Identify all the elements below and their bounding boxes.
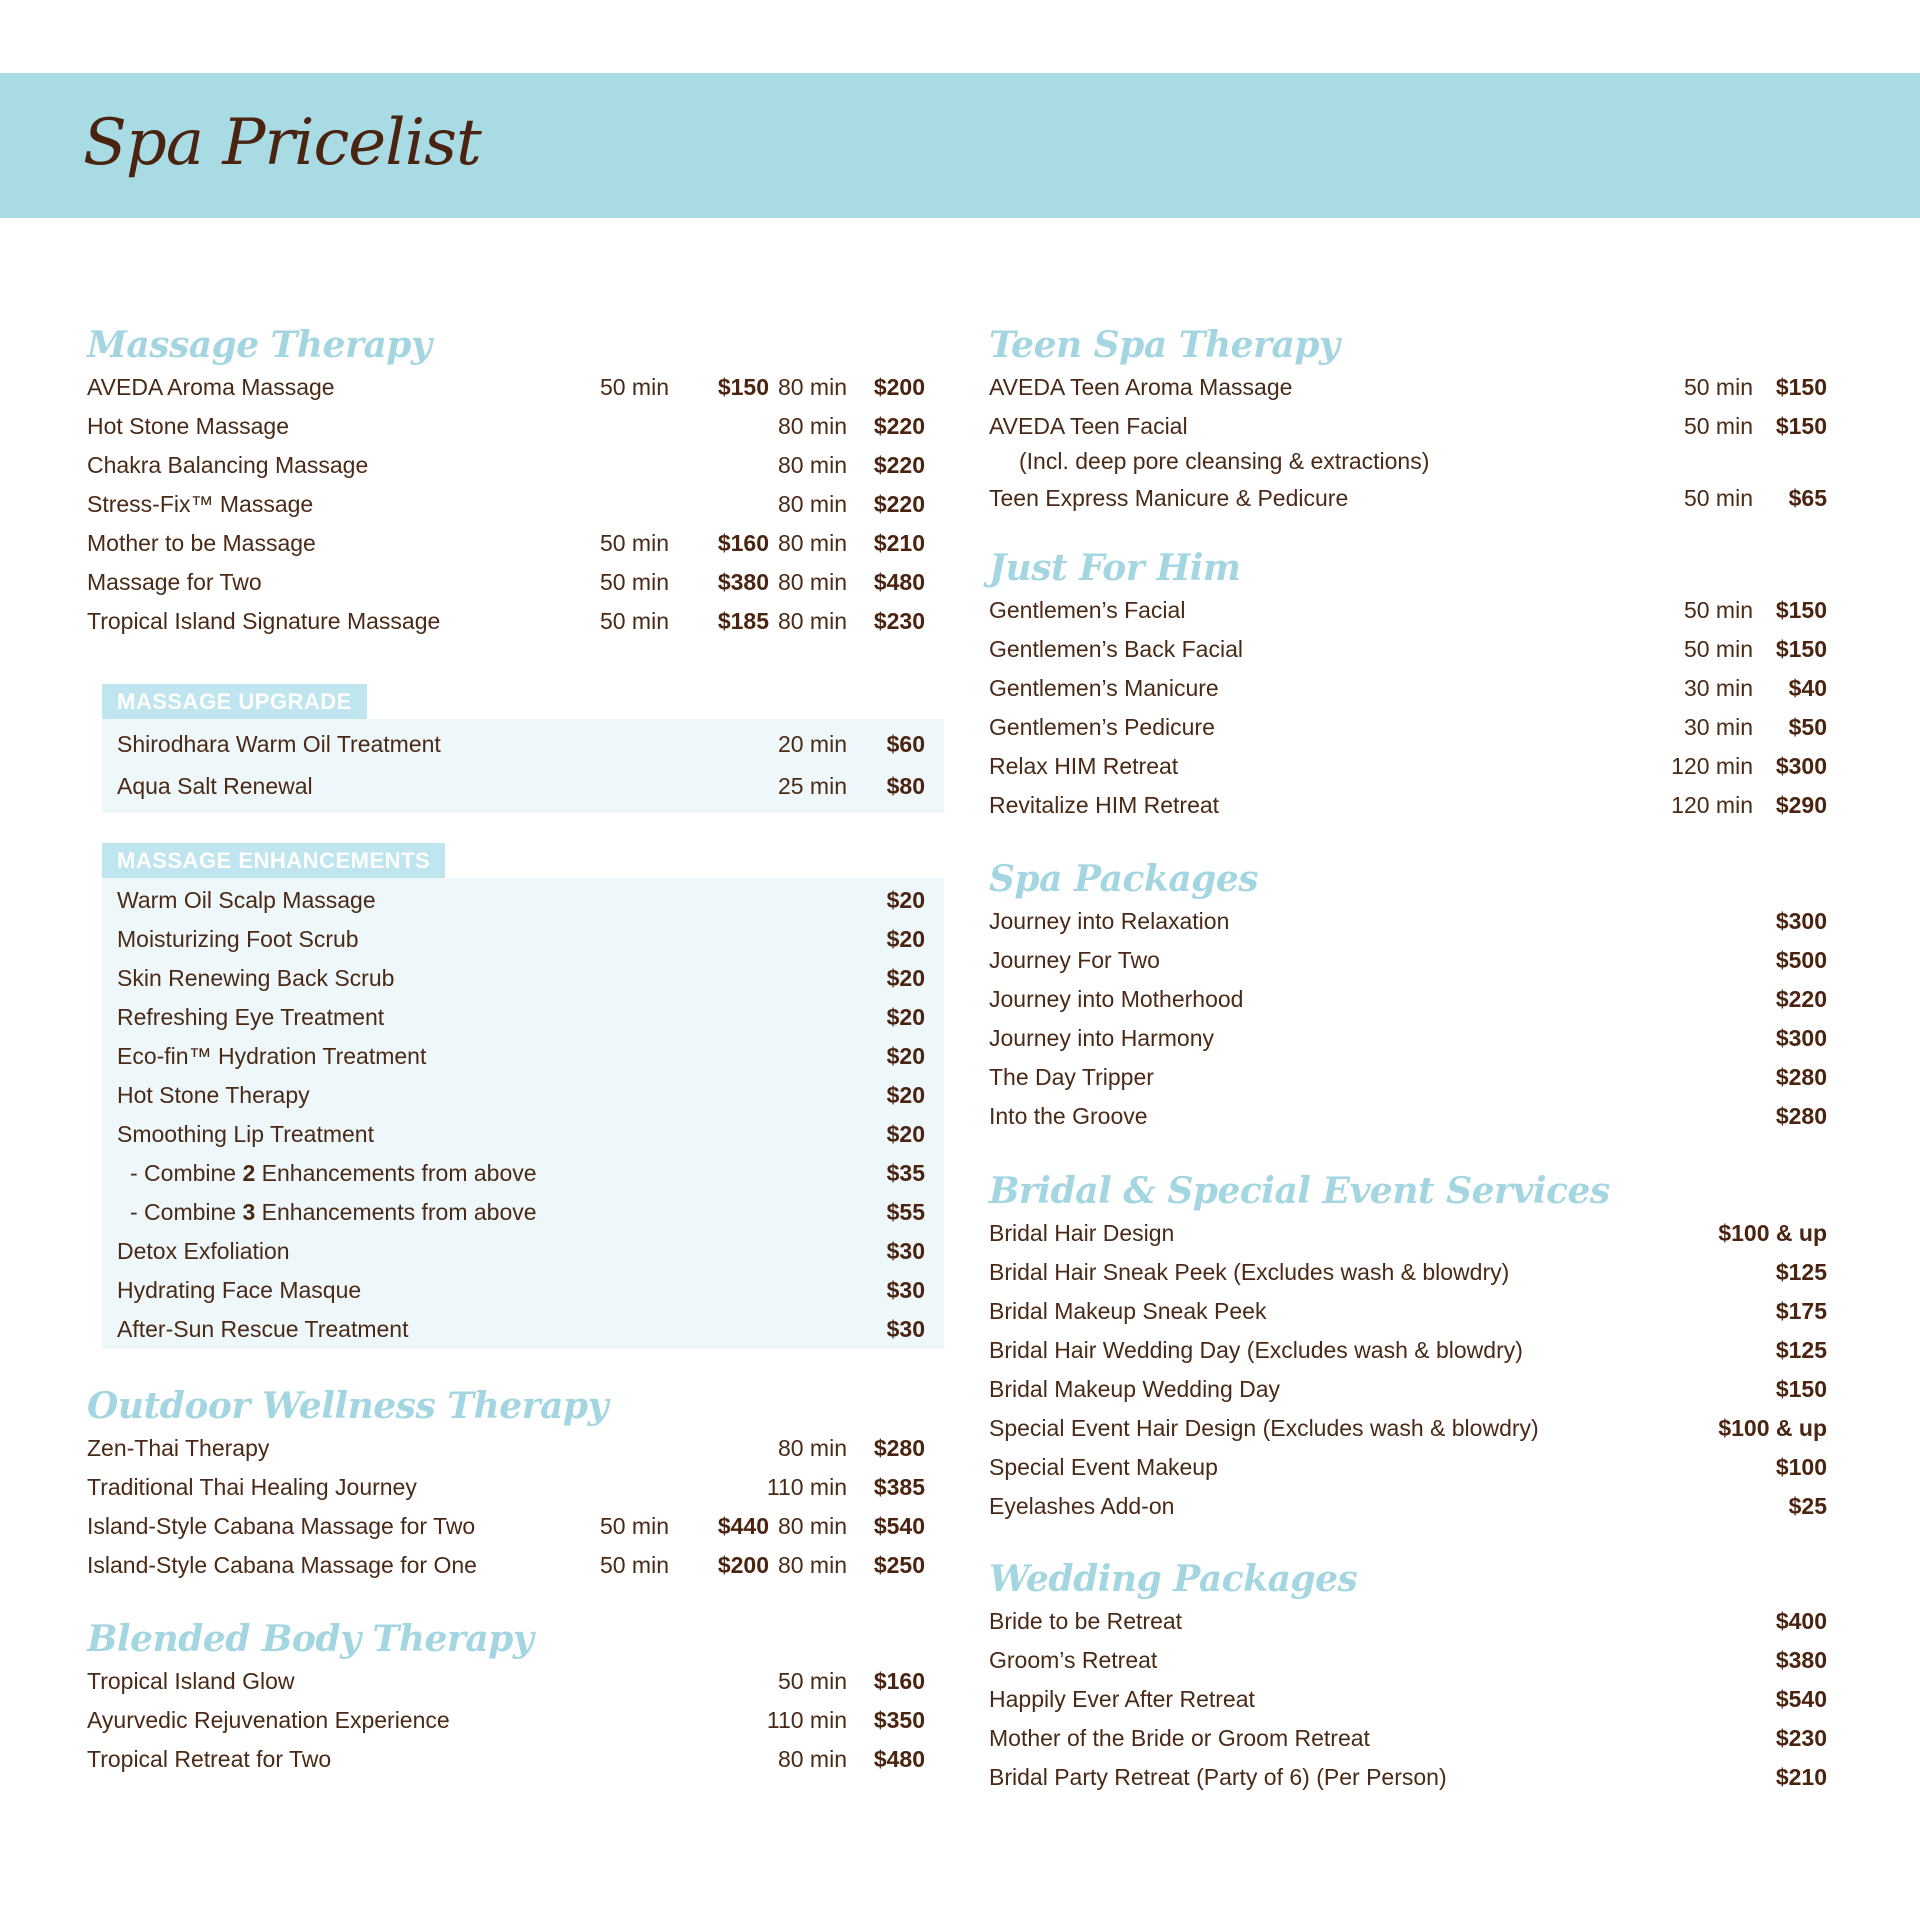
price-row: [989, 1253, 1827, 1292]
price: $280: [1775, 1064, 1827, 1090]
section-title: Just For Him: [989, 547, 1241, 589]
service-name: Eco-fin™ Hydration Treatment: [117, 1043, 427, 1069]
massage-enhancements-box: [102, 878, 944, 1349]
service-name: Gentlemen’s Manicure: [989, 675, 1219, 701]
combine-pre: - Combine: [130, 1199, 243, 1225]
service-name: Happily Ever After Retreat: [989, 1686, 1255, 1712]
service-name: Traditional Thai Healing Journey: [87, 1474, 417, 1500]
price: $30: [886, 1316, 925, 1342]
duration: 80 min: [777, 413, 847, 439]
price-short: $150: [717, 374, 769, 400]
duration: 50 min: [1683, 485, 1753, 511]
price-row: [989, 479, 1827, 518]
price-row: [87, 602, 924, 641]
teen-facial-note: (Incl. deep pore cleansing & extractions): [1019, 448, 1430, 474]
service-name: Journey into Harmony: [989, 1025, 1214, 1051]
price-row: [87, 485, 924, 524]
duration: 120 min: [1671, 753, 1753, 779]
price: $20: [886, 1082, 925, 1108]
service-name: AVEDA Teen Aroma Massage: [989, 374, 1293, 400]
service-name: The Day Tripper: [989, 1064, 1154, 1090]
price-row: [87, 407, 924, 446]
duration: 50 min: [1683, 374, 1753, 400]
service-name: Journey into Motherhood: [989, 986, 1244, 1012]
price: $20: [886, 1121, 925, 1147]
section-title: Massage Therapy: [87, 324, 432, 366]
service-name: Special Event Makeup: [989, 1454, 1218, 1480]
price: $300: [1775, 908, 1827, 934]
price-row: [102, 1037, 944, 1076]
price-row: [102, 765, 944, 807]
combine-label: [130, 1154, 537, 1193]
price-short: $380: [717, 569, 769, 595]
price: $175: [1775, 1298, 1827, 1324]
duration-short: 50 min: [599, 1552, 669, 1578]
section-spa-packages: [989, 856, 1827, 1136]
price: $150: [1775, 413, 1827, 439]
price-row: [989, 1019, 1827, 1058]
price: $400: [1775, 1608, 1827, 1634]
price-row: [989, 941, 1827, 980]
price: $200: [873, 374, 925, 400]
service-name: Shirodhara Warm Oil Treatment: [117, 731, 441, 757]
combine-row: [102, 1193, 944, 1232]
price: $230: [873, 608, 925, 634]
service-name: Stress-Fix™ Massage: [87, 491, 314, 517]
price-row: [989, 1370, 1827, 1409]
price-row: [989, 1409, 1827, 1448]
price: $55: [886, 1199, 925, 1225]
price: $100 & up: [1718, 1220, 1827, 1246]
service-name: Bridal Makeup Sneak Peek: [989, 1298, 1267, 1324]
price: $220: [873, 452, 925, 478]
price-short: $440: [717, 1513, 769, 1539]
duration: 120 min: [1671, 792, 1753, 818]
service-name: Moisturizing Foot Scrub: [117, 926, 359, 952]
price: $30: [886, 1238, 925, 1264]
section-bridal-events: [989, 1168, 1827, 1526]
duration: 50 min: [1683, 636, 1753, 662]
duration-short: 50 min: [599, 569, 669, 595]
section-title: Teen Spa Therapy: [989, 324, 1340, 366]
service-name: Tropical Island Signature Massage: [87, 608, 441, 634]
duration: 80 min: [777, 1435, 847, 1461]
price: $20: [886, 887, 925, 913]
service-name: Chakra Balancing Massage: [87, 452, 369, 478]
service-name: Massage for Two: [87, 569, 262, 595]
price-short: $200: [717, 1552, 769, 1578]
service-name: Aqua Salt Renewal: [117, 773, 313, 799]
price: $380: [1775, 1647, 1827, 1673]
price-row: [989, 1680, 1827, 1719]
duration: 30 min: [1683, 675, 1753, 701]
price-row: [989, 1331, 1827, 1370]
price-row: [989, 1448, 1827, 1487]
service-name: Bridal Hair Design: [989, 1220, 1175, 1246]
service-name: Island-Style Cabana Massage for One: [87, 1552, 477, 1578]
price: $150: [1775, 374, 1827, 400]
section-wedding-packages: [989, 1556, 1827, 1797]
price: $50: [1788, 714, 1827, 740]
price: $20: [886, 1043, 925, 1069]
duration: 110 min: [766, 1707, 847, 1733]
price: $100 & up: [1718, 1415, 1827, 1441]
price-row: [87, 1662, 924, 1701]
combine-row: [102, 1154, 944, 1193]
price-row: [102, 1310, 944, 1349]
service-name: Hot Stone Massage: [87, 413, 290, 439]
price: $250: [873, 1552, 925, 1578]
header-banner: [0, 73, 1920, 218]
price: $385: [873, 1474, 925, 1500]
price-row: [102, 1076, 944, 1115]
price-row: [87, 524, 924, 563]
duration: 80 min: [777, 608, 847, 634]
duration: 80 min: [777, 530, 847, 556]
price-row: [102, 723, 944, 765]
price-short: $160: [717, 530, 769, 556]
service-name: AVEDA Teen Facial: [989, 413, 1188, 439]
duration: 80 min: [777, 569, 847, 595]
duration: 20 min: [777, 731, 847, 757]
duration-short: 50 min: [599, 374, 669, 400]
price: $65: [1788, 485, 1827, 511]
combine-post: Enhancements from above: [255, 1199, 537, 1225]
price-row: [87, 446, 924, 485]
price-row: [102, 1271, 944, 1310]
service-name: Into the Groove: [989, 1103, 1148, 1129]
price-row: [102, 998, 944, 1037]
duration: 50 min: [1683, 597, 1753, 623]
combine-count: 2: [242, 1160, 256, 1186]
price-row: [989, 591, 1827, 630]
duration: 25 min: [777, 773, 847, 799]
price: $150: [1775, 597, 1827, 623]
price: $125: [1775, 1259, 1827, 1285]
price-row: [989, 1058, 1827, 1097]
service-name: Refreshing Eye Treatment: [117, 1004, 385, 1030]
service-name: Hydrating Face Masque: [117, 1277, 362, 1303]
duration-short: 50 min: [599, 1513, 669, 1539]
price: $35: [886, 1160, 925, 1186]
price-row: [989, 747, 1827, 786]
price-row: [87, 563, 924, 602]
page-title: Spa Pricelist: [83, 106, 481, 180]
service-name: Teen Express Manicure & Pedicure: [989, 485, 1349, 511]
service-name: Gentlemen’s Facial: [989, 597, 1186, 623]
section-title: Bridal & Special Event Services: [989, 1170, 1610, 1212]
service-name: Detox Exfoliation: [117, 1238, 290, 1264]
service-name: Island-Style Cabana Massage for Two: [87, 1513, 476, 1539]
section-title: Outdoor Wellness Therapy: [87, 1385, 609, 1427]
service-name: Tropical Retreat for Two: [87, 1746, 332, 1772]
service-name: Bride to be Retreat: [989, 1608, 1183, 1634]
price: $150: [1775, 636, 1827, 662]
price: $220: [1775, 986, 1827, 1012]
service-name: Mother to be Massage: [87, 530, 316, 556]
price: $540: [1775, 1686, 1827, 1712]
price-short: $185: [717, 608, 769, 634]
price: $300: [1775, 753, 1827, 779]
price-row: [989, 630, 1827, 669]
duration: 80 min: [777, 374, 847, 400]
section-massage-therapy: [87, 322, 924, 641]
price-row: [102, 1232, 944, 1271]
price-row: [989, 1097, 1827, 1136]
duration: 30 min: [1683, 714, 1753, 740]
price: $280: [1775, 1103, 1827, 1129]
price-row: [87, 1546, 924, 1585]
price-row: [989, 1487, 1827, 1526]
service-name: Bridal Makeup Wedding Day: [989, 1376, 1281, 1402]
service-name: Mother of the Bride or Groom Retreat: [989, 1725, 1370, 1751]
price: $210: [1775, 1764, 1827, 1790]
combine-label: [130, 1193, 537, 1232]
price-row: [989, 669, 1827, 708]
price-row: [102, 959, 944, 998]
service-name: Gentlemen’s Back Facial: [989, 636, 1243, 662]
price-row: [989, 1758, 1827, 1797]
price: $480: [873, 569, 925, 595]
section-title: Blended Body Therapy: [87, 1618, 534, 1660]
service-name: Bridal Party Retreat (Party of 6) (Per Person): [989, 1764, 1447, 1790]
price: $60: [886, 731, 925, 757]
price-row: [989, 786, 1827, 825]
combine-post: Enhancements from above: [255, 1160, 537, 1186]
duration-short: 50 min: [599, 530, 669, 556]
duration: 80 min: [777, 491, 847, 517]
duration: 80 min: [777, 1552, 847, 1578]
service-name: Ayurvedic Rejuvenation Experience: [87, 1707, 450, 1733]
service-name: Eyelashes Add-on: [989, 1493, 1175, 1519]
service-name: Zen-Thai Therapy: [87, 1435, 270, 1461]
price-row: [102, 920, 944, 959]
price: $125: [1775, 1337, 1827, 1363]
price-row: [87, 1740, 924, 1779]
price-row: [989, 902, 1827, 941]
price-row: [87, 1468, 924, 1507]
section-outdoor-wellness: [87, 1383, 924, 1585]
price: $20: [886, 1004, 925, 1030]
service-name: AVEDA Aroma Massage: [87, 374, 335, 400]
service-name: Revitalize HIM Retreat: [989, 792, 1220, 818]
price: $230: [1775, 1725, 1827, 1751]
price: $100: [1775, 1454, 1827, 1480]
price-row: [989, 1719, 1827, 1758]
price: $350: [873, 1707, 925, 1733]
section-title: Wedding Packages: [989, 1558, 1358, 1600]
service-name: Smoothing Lip Treatment: [117, 1121, 374, 1147]
price: $480: [873, 1746, 925, 1772]
massage-upgrade-label: MASSAGE UPGRADE: [102, 684, 367, 719]
price: $20: [886, 965, 925, 991]
combine-count: 3: [242, 1199, 256, 1225]
price-row: [989, 1214, 1827, 1253]
service-name: Special Event Hair Design (Excludes wash & blowdry): [989, 1415, 1539, 1441]
price-row: [87, 1701, 924, 1740]
price: $290: [1775, 792, 1827, 818]
duration: 50 min: [777, 1668, 847, 1694]
service-name: Groom’s Retreat: [989, 1647, 1158, 1673]
price: $80: [886, 773, 925, 799]
price: $160: [873, 1668, 925, 1694]
duration-short: 50 min: [599, 608, 669, 634]
service-name: Bridal Hair Wedding Day (Excludes wash & blowdry): [989, 1337, 1523, 1363]
price: $220: [873, 491, 925, 517]
duration: 110 min: [766, 1474, 847, 1500]
price: $500: [1775, 947, 1827, 973]
price: $300: [1775, 1025, 1827, 1051]
price-row: [102, 1115, 944, 1154]
price: $150: [1775, 1376, 1827, 1402]
price-row: [87, 1429, 924, 1468]
massage-upgrade-box: [102, 719, 944, 813]
price-row: [989, 1292, 1827, 1331]
service-name: After-Sun Rescue Treatment: [117, 1316, 409, 1342]
price: $20: [886, 926, 925, 952]
service-name: Journey For Two: [989, 947, 1160, 973]
service-name: Skin Renewing Back Scrub: [117, 965, 395, 991]
price: $540: [873, 1513, 925, 1539]
price-row: [989, 407, 1827, 446]
service-name: Journey into Relaxation: [989, 908, 1230, 934]
service-name: Bridal Hair Sneak Peek (Excludes wash & blowdry): [989, 1259, 1510, 1285]
section-title: Spa Packages: [989, 858, 1258, 900]
price: $30: [886, 1277, 925, 1303]
price-row: [989, 1602, 1827, 1641]
massage-enhancements-label: MASSAGE ENHANCEMENTS: [102, 843, 445, 878]
service-name: Tropical Island Glow: [87, 1668, 295, 1694]
price-row: [989, 980, 1827, 1019]
service-name: Warm Oil Scalp Massage: [117, 887, 376, 913]
service-name: Gentlemen’s Pedicure: [989, 714, 1215, 740]
service-name: Relax HIM Retreat: [989, 753, 1179, 779]
price-row: [989, 708, 1827, 747]
price-row: [989, 368, 1827, 407]
section-blended-body: [87, 1616, 924, 1779]
combine-pre: - Combine: [130, 1160, 243, 1186]
price-row: [87, 1507, 924, 1546]
price: $220: [873, 413, 925, 439]
duration: 50 min: [1683, 413, 1753, 439]
duration: 80 min: [777, 452, 847, 478]
price-row: [87, 368, 924, 407]
section-teen-spa: [989, 322, 1827, 518]
price-row: [989, 1641, 1827, 1680]
duration: 80 min: [777, 1513, 847, 1539]
section-just-for-him: [989, 545, 1827, 825]
price-row: [102, 881, 944, 920]
price: $210: [873, 530, 925, 556]
price: $280: [873, 1435, 925, 1461]
duration: 80 min: [777, 1746, 847, 1772]
price: $40: [1788, 675, 1827, 701]
price: $25: [1788, 1493, 1827, 1519]
service-name: Hot Stone Therapy: [117, 1082, 310, 1108]
